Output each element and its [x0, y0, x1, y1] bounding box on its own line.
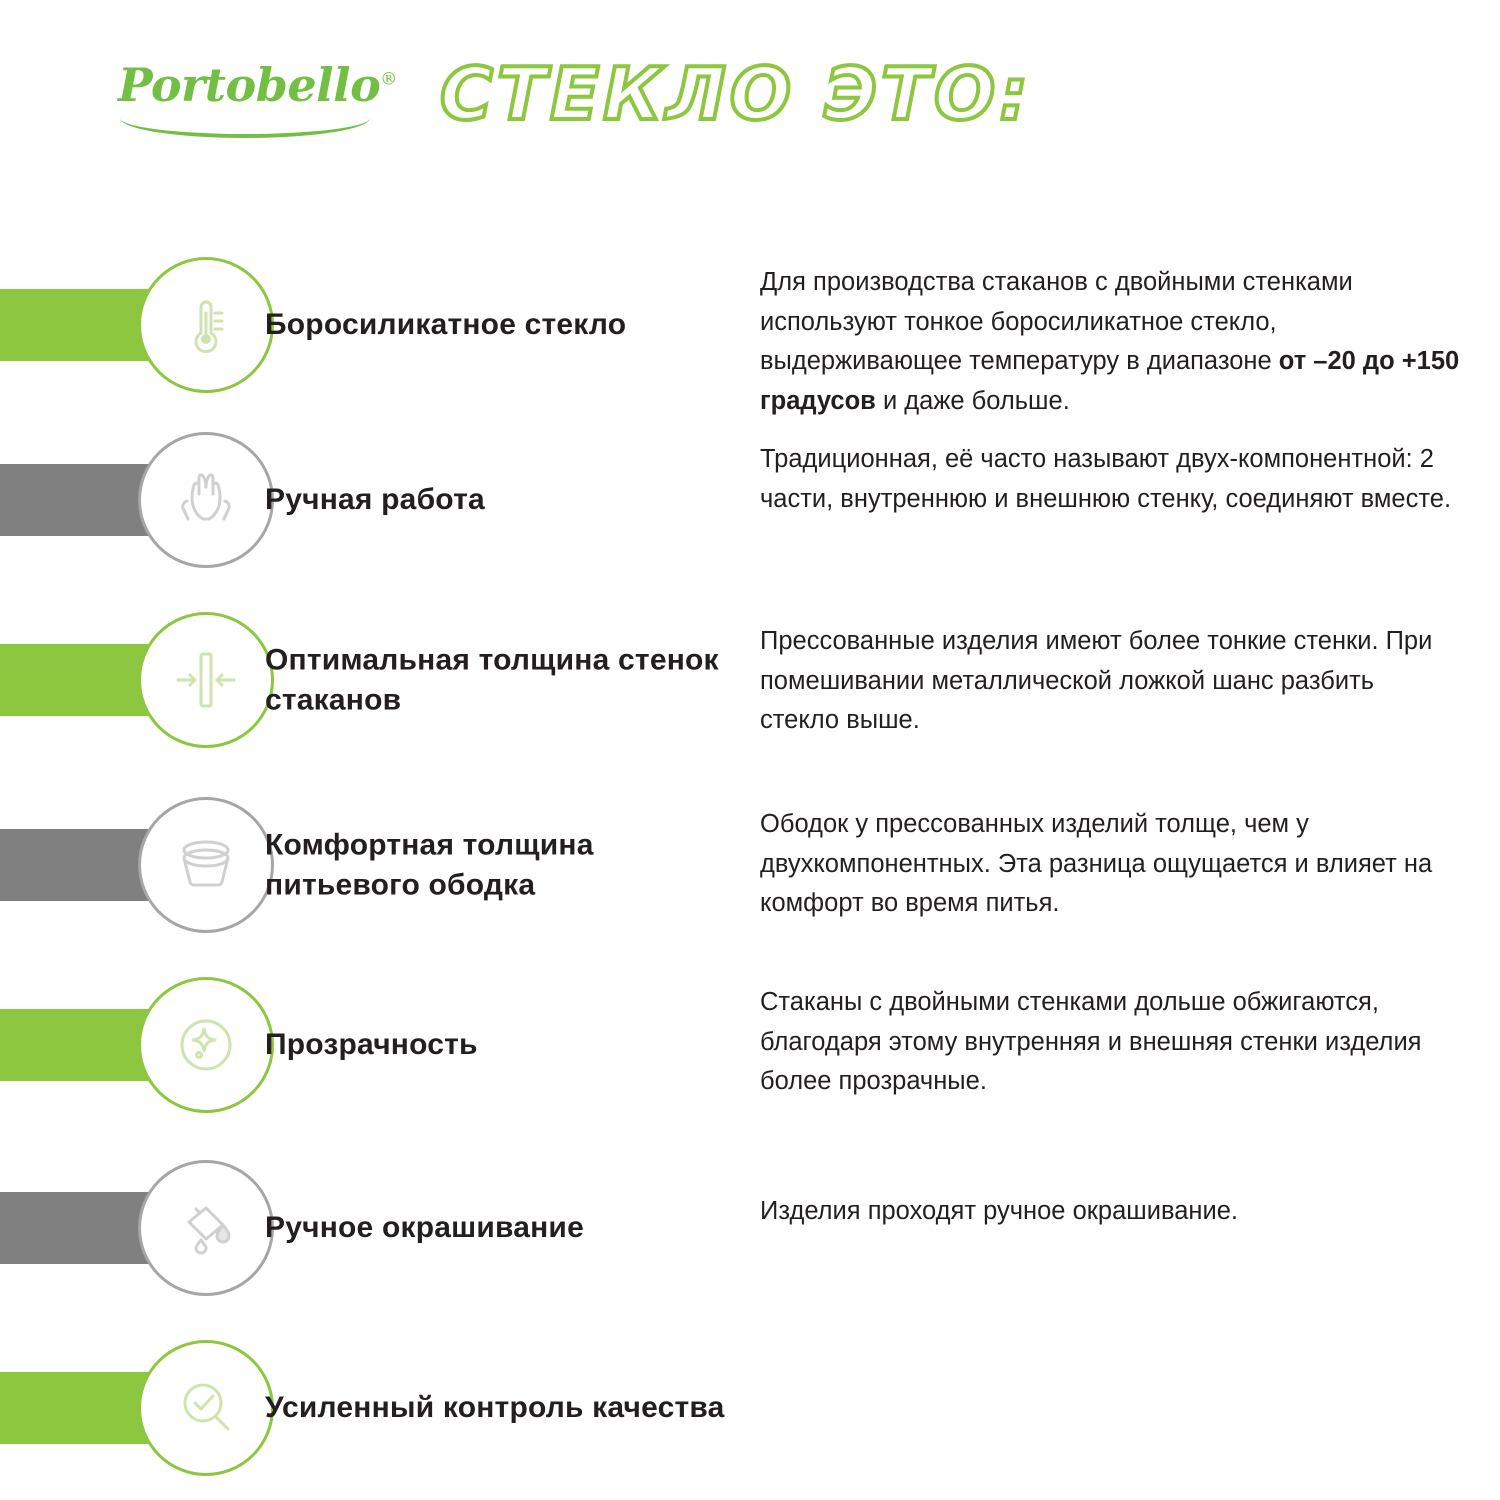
brand-logo: [118, 58, 397, 142]
feature-heading: Ручная работа: [265, 483, 485, 517]
feature-description: Прессованные изделия имеют более тонкие стенки. При помешивании металлической ложкой шанс разбить стекло выше.: [760, 627, 1433, 735]
feature-heading: Ручное окрашивание: [265, 1211, 584, 1245]
feature-row: [0, 965, 1500, 1125]
feature-heading: Прозрачность: [265, 1028, 478, 1062]
icon-badge: [138, 977, 274, 1113]
feature-row: [0, 1328, 1500, 1488]
feature-row: [0, 785, 1500, 945]
feature-description: Стаканы с двойными стенками дольше обжигаются, благодаря этому внутренняя и внешняя стенки изделия более прозрачные.: [760, 988, 1422, 1096]
feature-heading: Комфортная толщина питьевого ободка: [265, 828, 594, 901]
page-header: [0, 0, 1500, 190]
brand-logo-text: [118, 58, 397, 112]
temperature-range: от –20 до +150 градусов: [760, 347, 1460, 415]
feature-description: Изделия проходят ручное окрашивание.: [760, 1197, 1239, 1225]
icon-badge: [138, 797, 274, 933]
feature-row: [0, 1148, 1500, 1308]
feature-description: Традиционная, её часто называют двух-компонентной: 2 части, внутреннюю и внешнюю стенку, соединяют вместе.: [760, 445, 1452, 513]
feature-row: [0, 420, 1500, 580]
registered-mark: ®: [380, 69, 397, 90]
feature-heading: Усиленный контроль качества: [265, 1391, 725, 1425]
brand-logo-swoosh: [120, 118, 370, 138]
icon-badge: [138, 1340, 274, 1476]
icon-badge: [138, 432, 274, 568]
feature-description: Ободок у прессованных изделий толще, чем у двухкомпонентных. Эта разница ощущается и влияет на комфорт во время питья.: [760, 810, 1433, 918]
icon-badge: [138, 1160, 274, 1296]
icon-badge: [138, 257, 274, 393]
feature-description: Для производства стаканов с двойными стенками используют тонкое боросиликатное стекло, выдерживающее температуру в диапазоне от –20 до +150 градусов и даже больше.: [760, 268, 1460, 415]
feature-row: [0, 600, 1500, 760]
feature-heading: Боросиликатное стекло: [265, 308, 627, 342]
brand-logo-word: Portobello: [118, 58, 381, 112]
feature-row: [0, 245, 1500, 415]
page-title: СТЕКЛО ЭТО:: [440, 52, 1033, 136]
feature-heading: Оптимальная толщина стенок стаканов: [265, 643, 719, 716]
icon-badge: [138, 612, 274, 748]
